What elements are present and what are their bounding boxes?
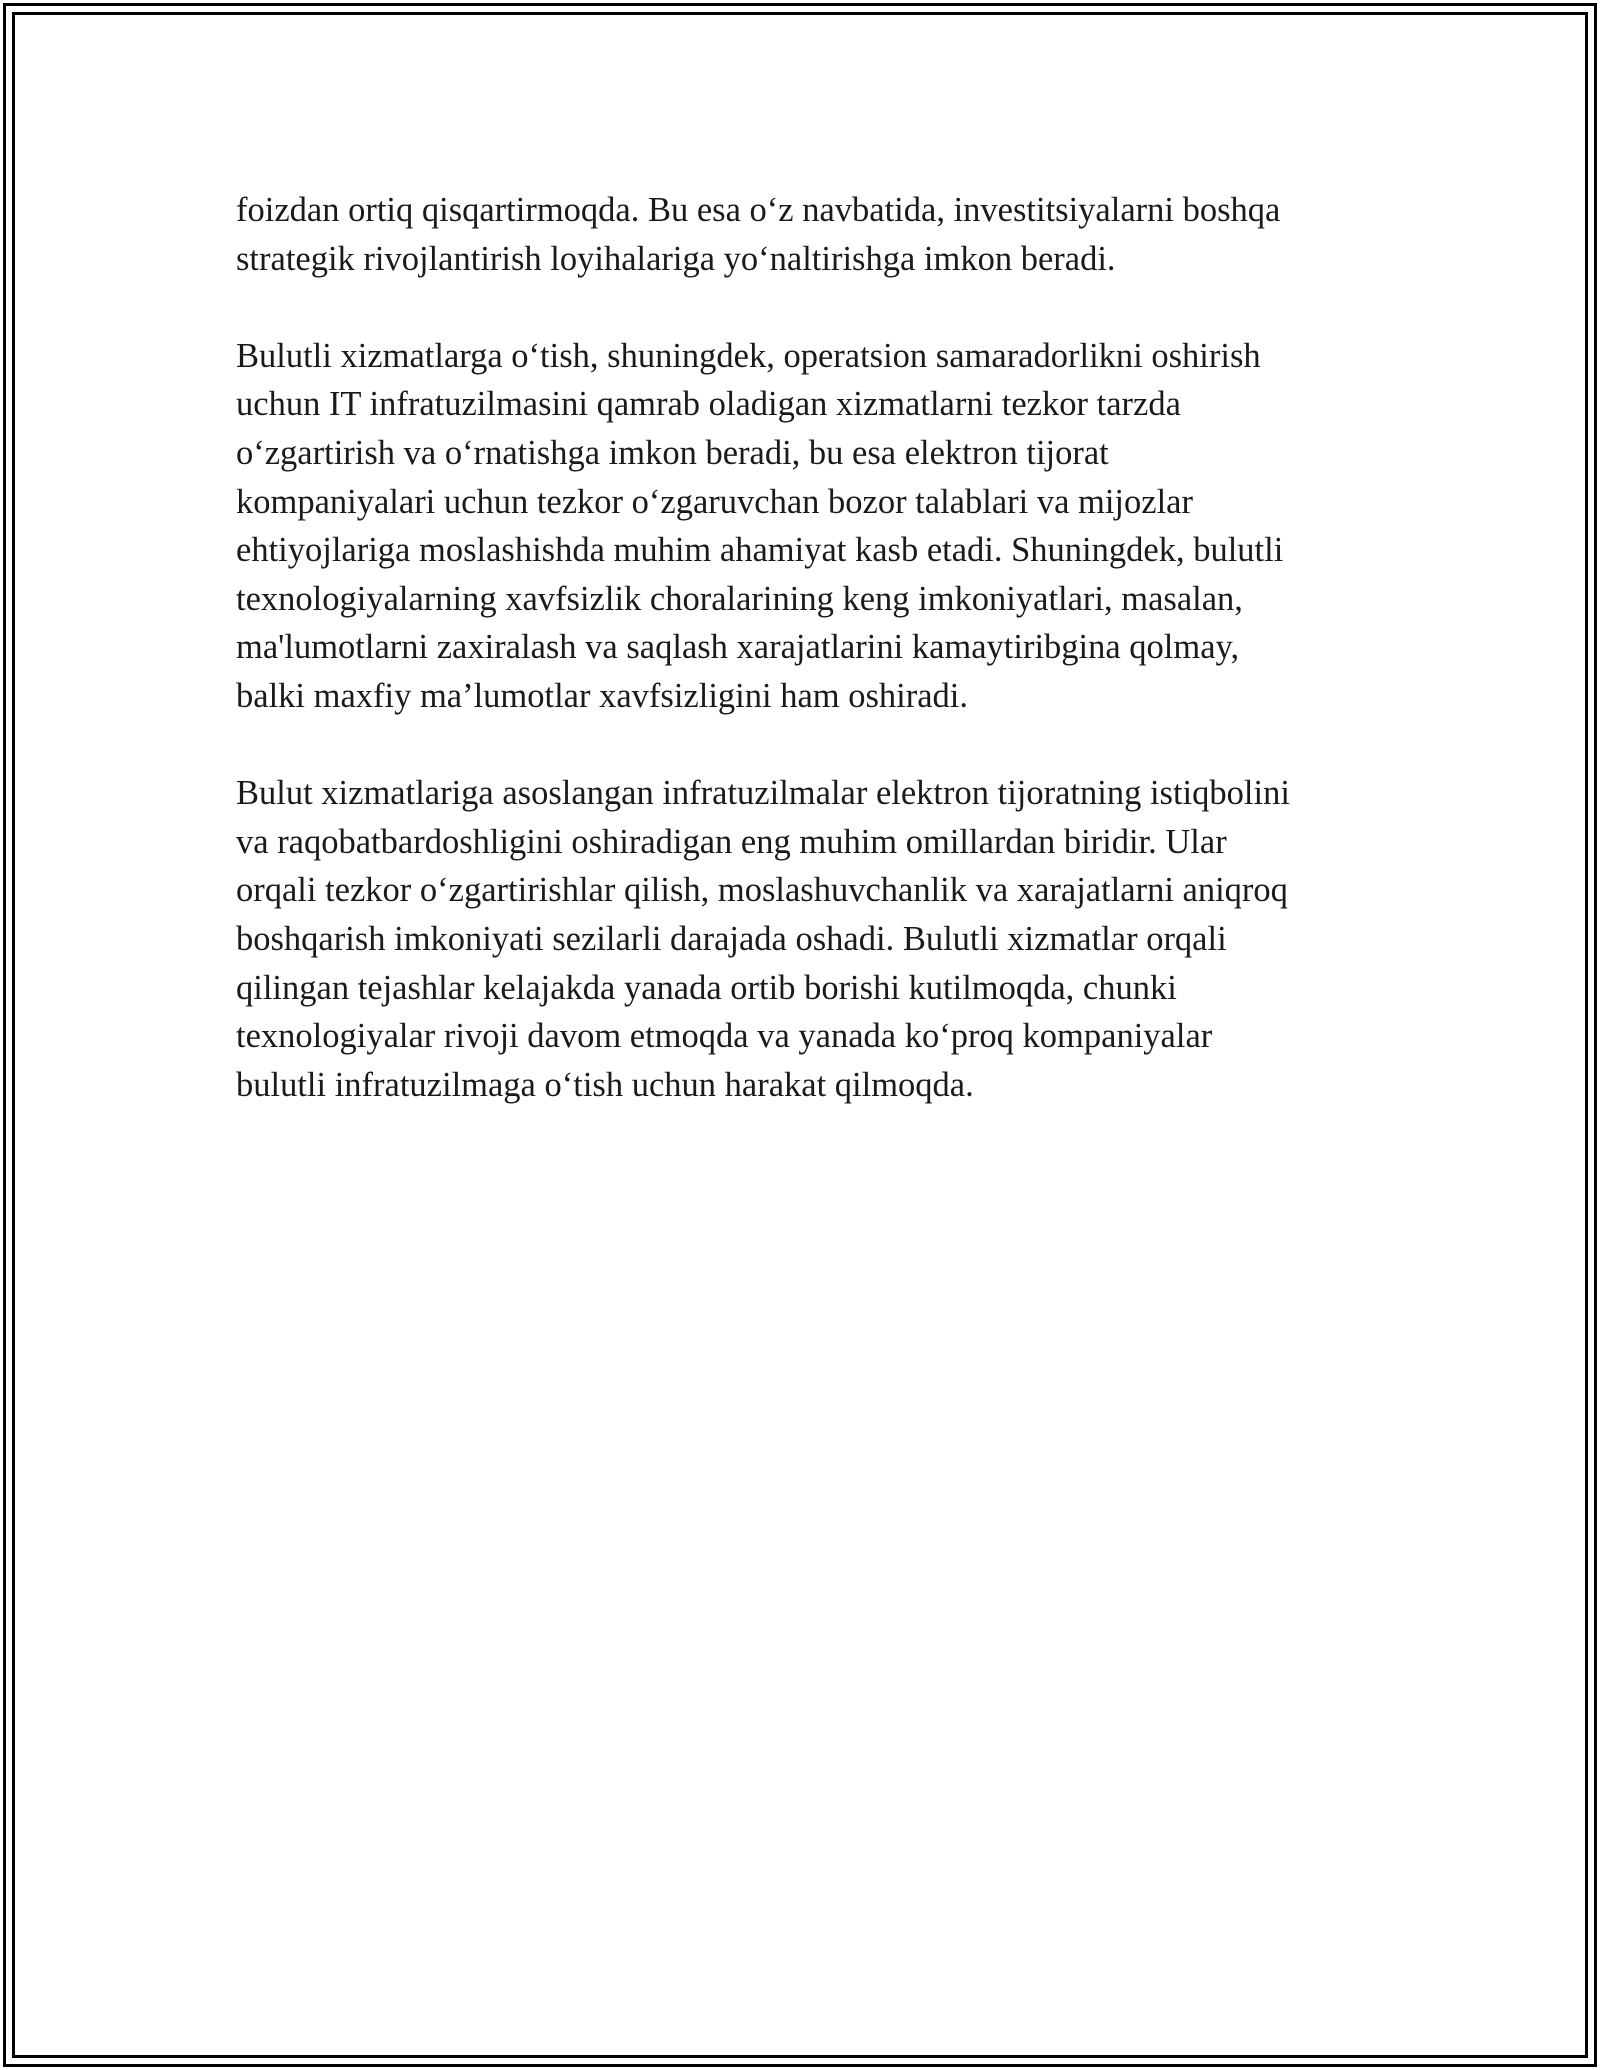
paragraph-1: foizdan ortiq qisqartirmoqda. Bu esa o‘z navbatida, investitsiyalarni boshqa strategik rivojlantirish loyihalariga yo‘naltirishga imkon beradi.: [236, 191, 1281, 278]
document-body: [236, 186, 1366, 1158]
paragraph-3: Bulut xizmatlariga asoslangan infratuzilmalar elektron tijoratning istiqbolini va raqobatbardoshligini oshiradigan eng muhim omillardan biridir. Ular orqali tezkor o‘zgartirishlar qilish, moslashuvchanlik va xarajatlarni aniqroq boshqarish imkoniyati sezilarli darajada oshadi. Bulutli xizmatlar orqali qilingan tejashlar kelajakda yanada ortib borishi kutilmoqda, chunki texnologiyalar rivoji davom etmoqda va yanada ko‘proq kompaniyalar bulutli infratuzilmaga o‘tish uchun harakat qilmoqda.: [236, 774, 1290, 1104]
paragraph-2: Bulutli xizmatlarga o‘tish, shuningdek, operatsion samaradorlikni oshirish uchun IT infratuzilmasini qamrab oladigan xizmatlarni tezkor tarzda o‘zgartirish va o‘rnatishga imkon beradi, bu esa elektron tijorat kompaniyalari uchun tezkor o‘zgaruvchan bozor talablari va mijozlar ehtiyojlariga moslashishda muhim ahamiyat kasb etadi. Shuningdek, bulutli texnologiyalarning xavfsizlik choralarining keng imkoniyatlari, masalan, ma'lumotlarni zaxiralash va saqlash xarajatlarini kamaytiribgina qolmay, balki maxfiy ma’lumotlar xavfsizligini ham oshiradi.: [236, 336, 1284, 715]
